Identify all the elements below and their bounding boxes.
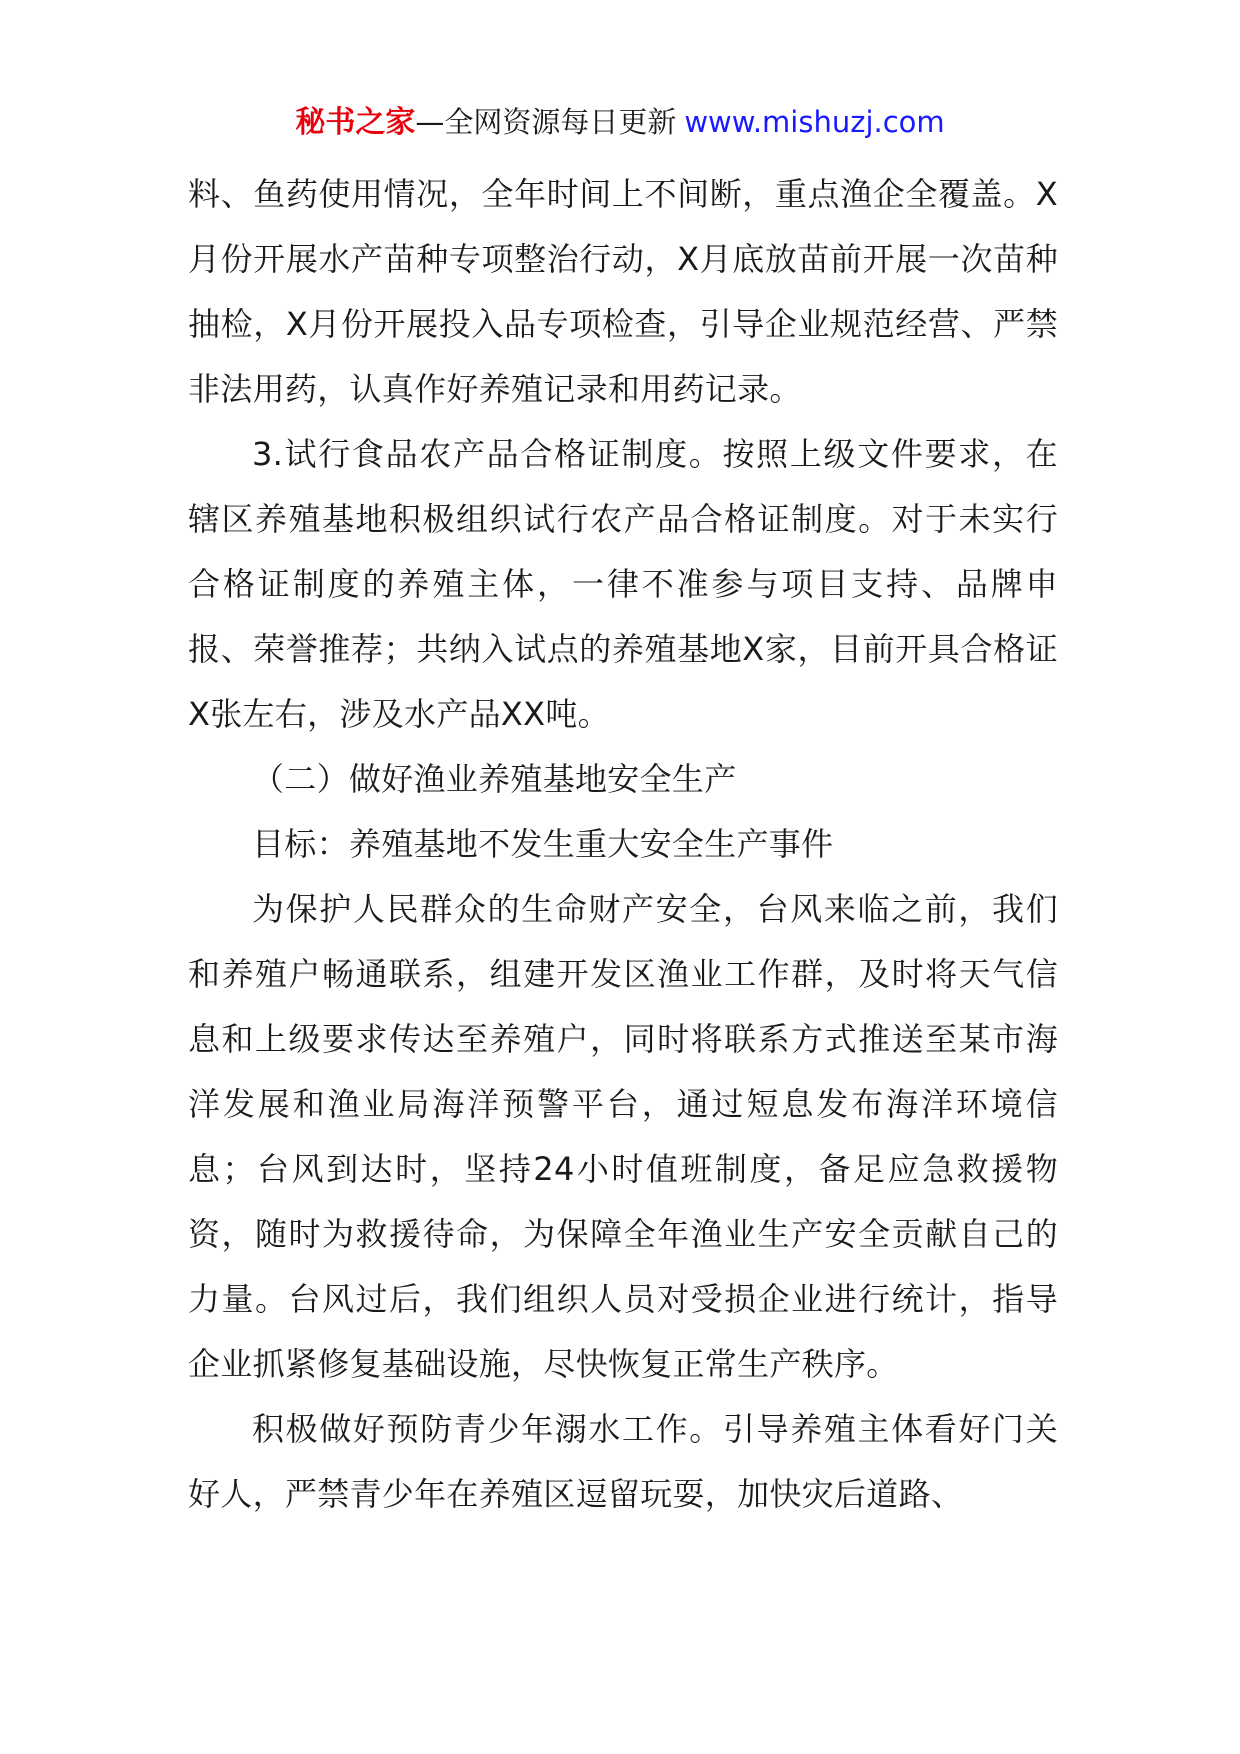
paragraph-certificate-system: 3.试行食品农产品合格证制度。按照上级文件要求，在辖区养殖基地积极组织试行农产品合格证制度。对于未实行合格证制度的养殖主体，一律不准参与项目支持、品牌申报、荣誉推荐；共纳入试点的养殖基地X家，目前开具合格证X张左右，涉及水产品XX吨。 [188, 435, 1058, 733]
section-heading: （二）做好渔业养殖基地安全生产 [252, 760, 737, 798]
section-goal: 目标：养殖基地不发生重大安全生产事件 [252, 825, 834, 863]
paragraph-continuation: 料、鱼药使用情况，全年时间上不间断，重点渔企全覆盖。X月份开展水产苗种专项整治行动，X月底放苗前开展一次苗种抽检，X月份开展投入品专项检查，引导企业规范经营、严禁非法用药，认真作好养殖记录和用药记录。 [188, 175, 1058, 408]
paragraph-drowning-prevention: 积极做好预防青少年溺水工作。引导养殖主体看好门关好人，严禁青少年在养殖区逗留玩耍，加快灾后道路、 [188, 1410, 1058, 1513]
paragraph-typhoon-safety: 为保护人民群众的生命财产安全，台风来临之前，我们和养殖户畅通联系，组建开发区渔业工作群，及时将天气信息和上级要求传达至养殖户，同时将联系方式推送至某市海洋发展和渔业局海洋预警平台，通过短息发布海洋环境信息；台风到达时，坚持24小时值班制度，备足应急救援物资，随时为救援待命，为保障全年渔业生产安全贡献自己的力量。台风过后，我们组织人员对受损企业进行统计，指导企业抓紧修复基础设施，尽快恢复正常生产秩序。 [188, 890, 1058, 1383]
document-body [188, 162, 1058, 1527]
site-url-link[interactable]: www.mishuzj.com [684, 105, 945, 139]
brand-name: 秘书之家 [295, 105, 416, 140]
page-header [0, 102, 1240, 143]
header-slogan: —全网资源每日更新 [415, 105, 677, 139]
